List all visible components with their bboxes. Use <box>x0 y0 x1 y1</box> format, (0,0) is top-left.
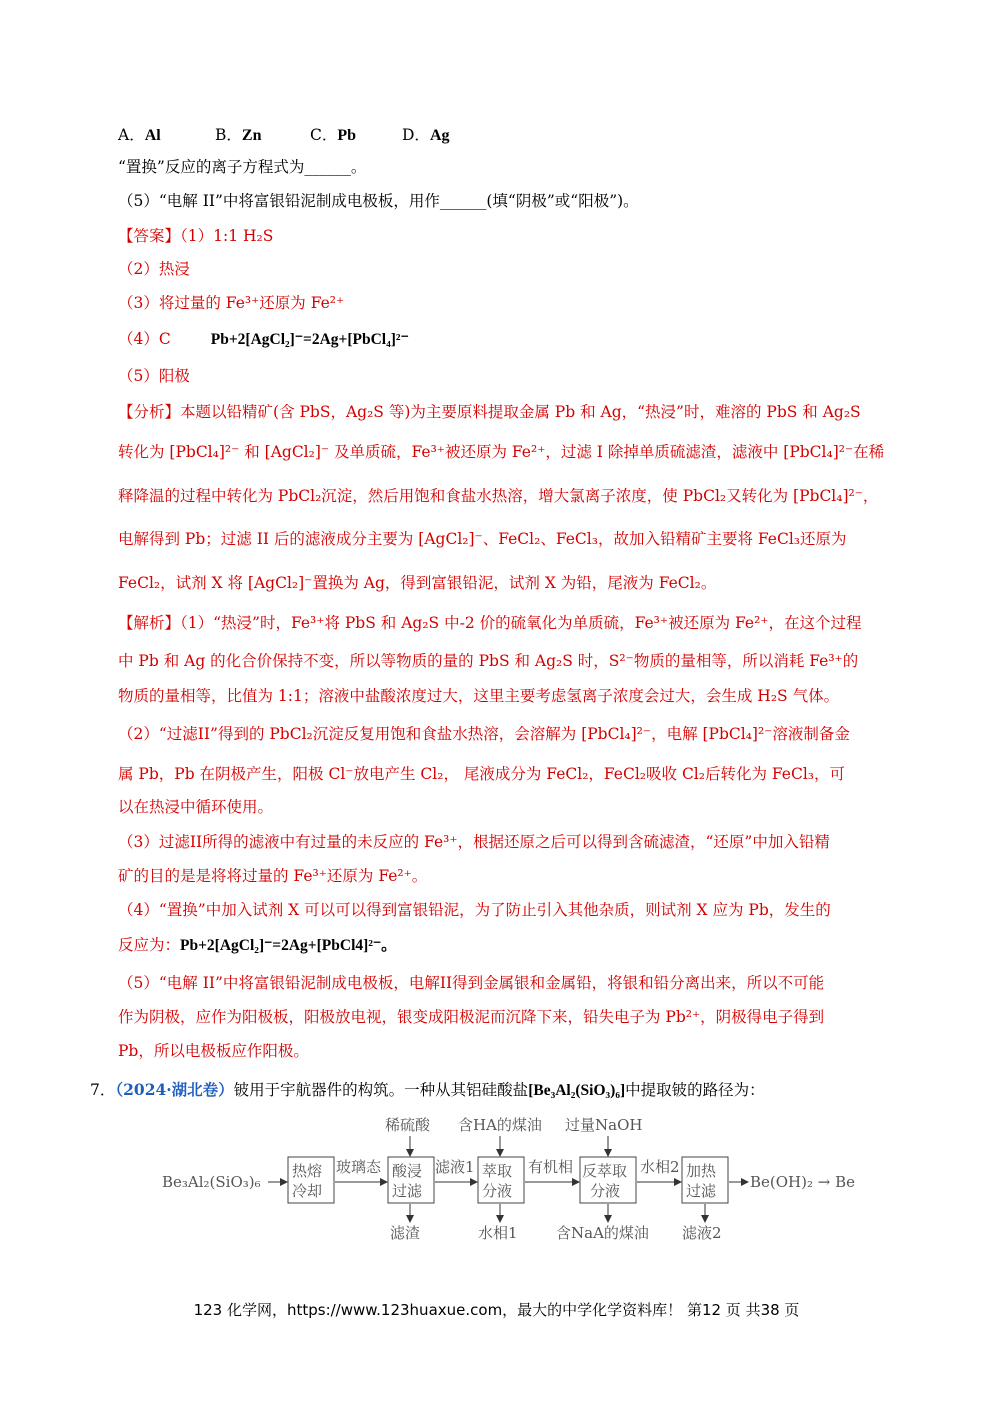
flow-arrow-2-label: 滤液1 <box>435 1158 475 1176</box>
flow-box-4-line-2: 分液 <box>590 1182 621 1200</box>
explanation-line-12: 作为阴极，应作为阳极板，阳极放电视，银变成阳极泥而沉降下来，铅失电子为 Pb²⁺，阴极得电子得到 <box>118 1008 825 1026</box>
flow-input-2: 稀硫酸 <box>385 1116 431 1134</box>
option-d <box>402 123 450 145</box>
flow-output-5: 滤液2 <box>682 1224 722 1242</box>
flow-box-3-line-2: 分液 <box>482 1182 513 1200</box>
answer-5: （5）阳极 <box>118 367 190 385</box>
flow-box-2-line-2: 过滤 <box>392 1182 423 1200</box>
explanation-line-7: （3）过滤II所得的滤液中有过量的未反应的 Fe³⁺，根据还原之后可以得到含硫滤渣，“还原”中加入铅精 <box>118 833 830 851</box>
answer-4-prefix: （4）C <box>118 330 171 348</box>
option-c-letter: C． <box>310 126 338 144</box>
answer-1: （1）1:1 H₂S <box>180 227 274 245</box>
flow-end: Be(OH)₂ → Be <box>750 1173 855 1191</box>
analysis-line-3: 释降温的过程中转化为 PbCl₂沉淀，然后用饱和食盐水热溶，增大氯离子浓度，使 PbCl₂又转化为 [PbCl₄]²⁻， <box>118 487 879 505</box>
answer-4-equation: Pb+2[AgCl₂]⁻=2Ag+[PbCl₄]²⁻ <box>210 331 409 348</box>
explanation-line-13: Pb，所以电极板应作阳极。 <box>118 1042 309 1060</box>
explanation-line-8: 矿的目的是是将将过量的 Fe³⁺还原为 Fe²⁺。 <box>118 867 428 885</box>
flow-output-4: 含NaA的煤油 <box>556 1224 649 1242</box>
explanation-line-5: 属 Pb，Pb 在阴极产生，阳极 Cl⁻放电产生 Cl₂， 尾液成分为 FeCl₂，FeCl₂吸收 Cl₂后转化为 FeCl₃，可 <box>118 765 846 783</box>
question-line-electrolysis: （5）“电解 II”中将富银铅泥制成电极板，用作______(填“阴极”或“阳极”)。 <box>118 192 639 210</box>
option-c-value: Pb <box>337 127 357 144</box>
question-7-number: 7． <box>90 1081 116 1099</box>
explanation-line-4: （2）“过滤II”得到的 PbCl₂沉淀反复用饱和食盐水热溶，会溶解为 [PbCl₄]²⁻，电解 [PbCl₄]²⁻溶液制备金 <box>118 725 850 743</box>
answer-2: （2）热浸 <box>118 260 190 278</box>
question-7-text: 铍用于宇航器件的构筑。一种从其铝硅酸盐 <box>233 1081 529 1099</box>
question-7-formula: [Be₃Al₂(SiO₃)₆] <box>528 1082 626 1099</box>
flow-output-3: 水相1 <box>478 1224 518 1242</box>
explanation-line-6: 以在热浸中循环使用。 <box>118 798 274 816</box>
option-c <box>310 123 356 145</box>
flow-input-4: 过量NaOH <box>565 1116 643 1134</box>
explanation-10-equation: Pb+2[AgCl₂]⁻=2Ag+[PbCl4]²⁻。 <box>180 937 397 954</box>
question-line-replacement: “置换”反应的离子方程式为______。 <box>118 158 367 176</box>
explanation-line-3: 物质的量相等，比值为 1:1；溶液中盐酸浓度过大，这里主要考虑氢离子浓度会过大，会生成 H₂S 气体。 <box>118 687 840 705</box>
explanation-line-10 <box>118 935 397 956</box>
flow-output-2: 滤渣 <box>390 1224 421 1242</box>
question-7-line <box>90 1080 765 1101</box>
explanation-tag: 【解析】 <box>118 614 181 632</box>
analysis-tag: 【分析】 <box>118 403 181 421</box>
option-a-value: Al <box>144 127 161 144</box>
explanation-line-2: 中 Pb 和 Ag 的化合价保持不变，所以等物质的量的 PbS 和 Ag₂S 时，S²⁻物质的量相等，所以消耗 Fe³⁺的 <box>118 652 859 670</box>
analysis-line-1 <box>118 402 861 422</box>
answer-line-1 <box>118 226 273 246</box>
flow-box-4-line-1: 反萃取 <box>582 1162 628 1180</box>
analysis-line-5: FeCl₂，试剂 X 将 [AgCl₂]⁻置换为 Ag，得到富银铅泥，试剂 X 为铅，尾液为 FeCl₂。 <box>118 574 717 592</box>
option-a-letter: A． <box>118 126 145 144</box>
explanation-line-11: （5）“电解 II”中将富银铅泥制成电极板，电解II得到金属银和金属铅，将银和铅分离出来，所以不可能 <box>118 974 825 992</box>
flow-arrow-3-label: 有机相 <box>528 1158 574 1176</box>
option-d-value: Ag <box>429 127 450 144</box>
flow-box-2-line-1: 酸浸 <box>392 1162 423 1180</box>
flow-arrow-4-label: 水相2 <box>640 1158 680 1176</box>
option-b <box>215 123 261 145</box>
flow-box-1-line-2: 冷却 <box>292 1182 323 1200</box>
analysis-line-4: 电解得到 Pb；过滤 II 后的滤液成分主要为 [AgCl₂]⁻、FeCl₂、FeCl₃，故加入铅精矿主要将 FeCl₃还原为 <box>118 530 847 548</box>
question-7-text-2: 中提取铍的路径为： <box>625 1081 765 1099</box>
flow-input-3: 含HA的煤油 <box>458 1116 542 1134</box>
explanation-line-1 <box>118 613 861 633</box>
answer-3: （3）将过量的 Fe³⁺还原为 Fe²⁺ <box>118 294 345 312</box>
flow-box-5-line-1: 加热 <box>686 1162 717 1180</box>
process-flow-diagram <box>160 1110 900 1250</box>
flow-box-3-line-1: 萃取 <box>482 1162 513 1180</box>
flow-box-1-line-1: 热熔 <box>292 1162 323 1180</box>
question-7-source: （2024·湖北卷） <box>115 1080 234 1099</box>
explanation-text-1: （1）“热浸”时，Fe³⁺将 PbS 和 Ag₂S 中-2 价的硫氧化为单质硫，Fe³⁺被还原为 Fe²⁺，在这个过程 <box>180 614 862 632</box>
flow-arrow-1-label: 玻璃态 <box>336 1158 382 1176</box>
explanation-10-prefix: 反应为： <box>118 936 181 954</box>
flow-box-5-line-2: 过滤 <box>686 1182 717 1200</box>
option-a <box>118 123 161 145</box>
page-footer: 123 化学网，https://www.123huaxue.com，最大的中学化学资料库！ 第12 页 共38 页 <box>193 1301 800 1319</box>
analysis-text-1: 本题以铅精矿(含 PbS，Ag₂S 等)为主要原料提取金属 Pb 和 Ag，“热浸”时，难溶的 PbS 和 Ag₂S <box>180 403 861 421</box>
explanation-line-9: （4）“置换”中加入试剂 X 可以可以得到富银铅泥，为了防止引入其他杂质，则试剂 X 应为 Pb，发生的 <box>118 901 831 919</box>
analysis-line-2: 转化为 [PbCl₄]²⁻ 和 [AgCl₂]⁻ 及单质硫，Fe³⁺被还原为 Fe²⁺，过滤 I 除掉单质硫滤渣，滤液中 [PbCl₄]²⁻在稀 <box>118 443 885 461</box>
option-d-letter: D． <box>402 126 430 144</box>
flow-start: Be₃Al₂(SiO₃)₆ <box>162 1173 261 1191</box>
answer-line-4 <box>118 329 409 350</box>
option-b-letter: B． <box>215 126 242 144</box>
option-b-value: Zn <box>241 127 262 144</box>
answer-tag: 【答案】 <box>118 227 181 245</box>
